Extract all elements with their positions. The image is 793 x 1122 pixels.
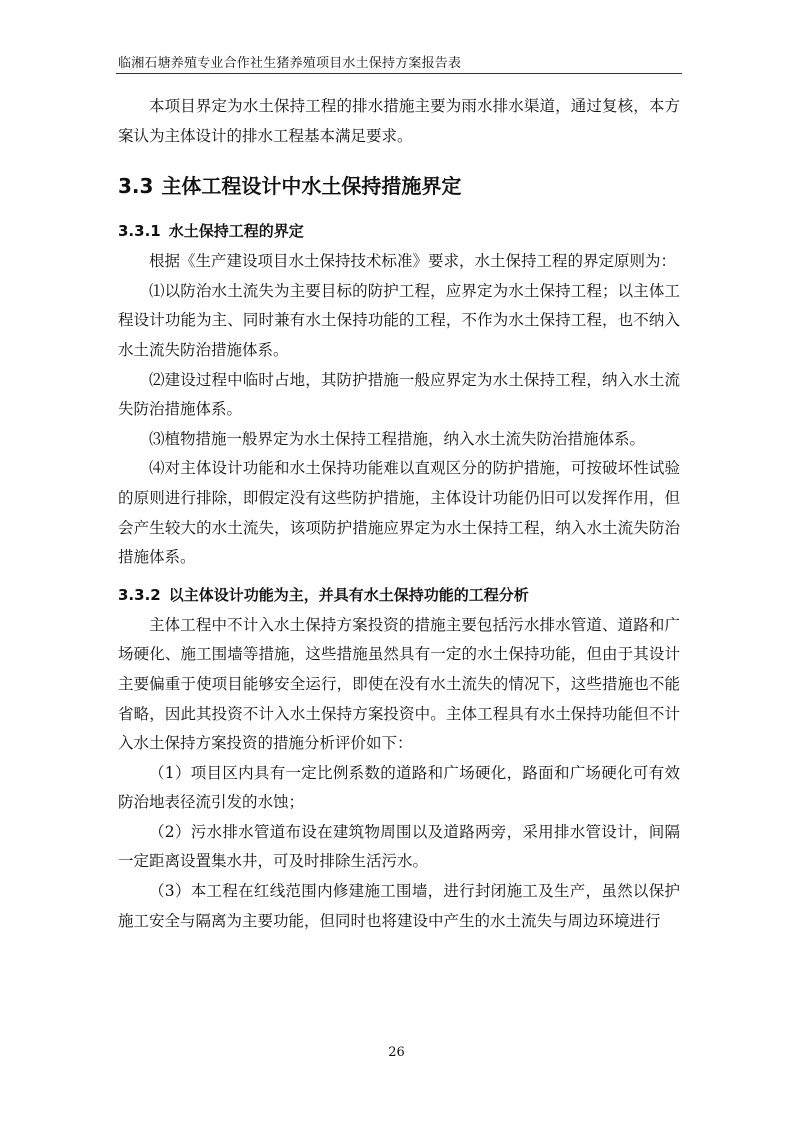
section-heading-3-3: [118, 169, 680, 203]
paragraph: （1）项目区内具有一定比例系数的道路和广场硬化，路面和广场硬化可有效防治地表径流引发的水蚀；: [118, 763, 680, 812]
paragraph: ⑶植物措施一般界定为水土保持工程措施，纳入水土流失防治措施体系。: [149, 429, 646, 448]
subsection-title: 以主体设计功能为主，并具有水土保持功能的工程分析: [168, 585, 529, 604]
paragraph: 根据《生产建设项目水土保持技术标准》要求，水土保持工程的界定原则为：: [149, 252, 677, 271]
subsection-number: 3.3.1: [118, 222, 161, 241]
page-body: [118, 92, 680, 936]
intro-paragraph: 本项目界定为水土保持工程的排水措施主要为雨水排水渠道，通过复核，本方案认为主体设计的排水工程基本满足要求。: [118, 97, 680, 145]
subsection-heading-3-3-2: [118, 581, 680, 609]
paragraph: ⑵建设过程中临时占地，其防护措施一般应界定为水土保持工程，纳入水土流失防治措施体系。: [118, 370, 680, 419]
paragraph: （2）污水排水管道布设在建筑物周围以及道路两旁，采用排水管设计，间隔一定距离设置集水井，可及时排除生活污水。: [118, 822, 680, 871]
header-rule: [116, 73, 682, 74]
page-number: 26: [388, 1045, 405, 1060]
paragraph: 主体工程中不计入水土保持方案投资的措施主要包括污水排水管道、道路和广场硬化、施工围墙等措施，这些措施虽然具有一定的水土保持功能，但由于其设计主要偏重于使项目能够安全运行，即使在没有水土流失的情况下，这些措施也不能省略，因此其投资不计入水土保持方案投资中。主体工程具有水土保持功能但不计入水土保持方案投资的措施分析评价如下：: [118, 615, 680, 753]
paragraph: （3）本工程在红线范围内修建施工围墙，进行封闭施工及生产，虽然以保护施工安全与隔离为主要功能，但同时也将建设中产生的水土流失与周边环境进行: [118, 882, 680, 930]
running-header: 临湘石塘养殖专业合作社生猪养殖项目水土保持方案报告表: [118, 56, 462, 71]
subsection-number: 3.3.2: [118, 585, 161, 604]
paragraph: ⑴以防治水土流失为主要目标的防护工程，应界定为水土保持工程；以主体工程设计功能为主、同时兼有水土保持功能的工程，不作为水土保持工程，也不纳入水土流失防治措施体系。: [118, 281, 680, 359]
section-title: 主体工程设计中水土保持措施界定: [161, 174, 462, 199]
subsection-heading-3-3-1: [118, 217, 680, 245]
section-number: 3.3: [118, 174, 154, 199]
paragraph: ⑷对主体设计功能和水土保持功能难以直观区分的防护措施，可按破坏性试验的原则进行排除，即假定没有这些防护措施，主体设计功能仍旧可以发挥作用，但会产生较大的水土流失，该项防护措施应界定为水土保持工程，纳入水土流失防治措施体系。: [118, 459, 680, 567]
subsection-title: 水土保持工程的界定: [168, 222, 304, 241]
